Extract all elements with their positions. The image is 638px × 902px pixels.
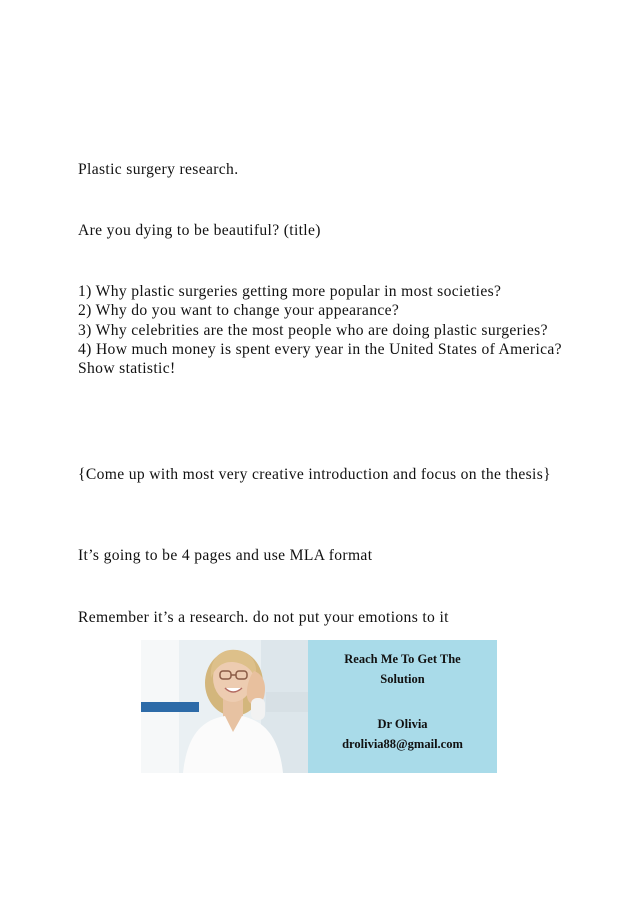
- reminder-text: Remember it’s a research. do not put your emotions to it: [78, 609, 449, 626]
- doctor-name: Dr Olivia: [377, 717, 428, 731]
- document-title-line: Are you dying to be beautiful? (title): [78, 222, 321, 239]
- contact-email: drolivia88@gmail.com: [342, 737, 463, 751]
- question-item-1: 1) Why plastic surgeries getting more popular in most societies?: [78, 283, 502, 300]
- doctor-photo: [141, 640, 308, 773]
- question-item-3: 3) Why celebrities are the most people who are doing plastic surgeries?: [78, 321, 548, 339]
- contact-info-panel: [308, 640, 497, 773]
- banner-line-1: Reach Me To Get The: [344, 652, 461, 666]
- question-item-2: 2) Why do you want to change your appearance?: [78, 302, 400, 320]
- doctor-photo-illustration: [141, 640, 308, 773]
- document-heading: Plastic surgery research.: [78, 161, 239, 178]
- format-note: It’s going to be 4 pages and use MLA format: [78, 547, 373, 564]
- instruction-text: {Come up with most very creative introduction and focus on the thesis}: [78, 466, 551, 483]
- question-item-4: 4) How much money is spent every year in the United States of America? Show statistic!: [78, 340, 562, 378]
- contact-banner: [141, 640, 497, 773]
- banner-line-2: Solution: [380, 672, 425, 686]
- question-list: [78, 282, 578, 378]
